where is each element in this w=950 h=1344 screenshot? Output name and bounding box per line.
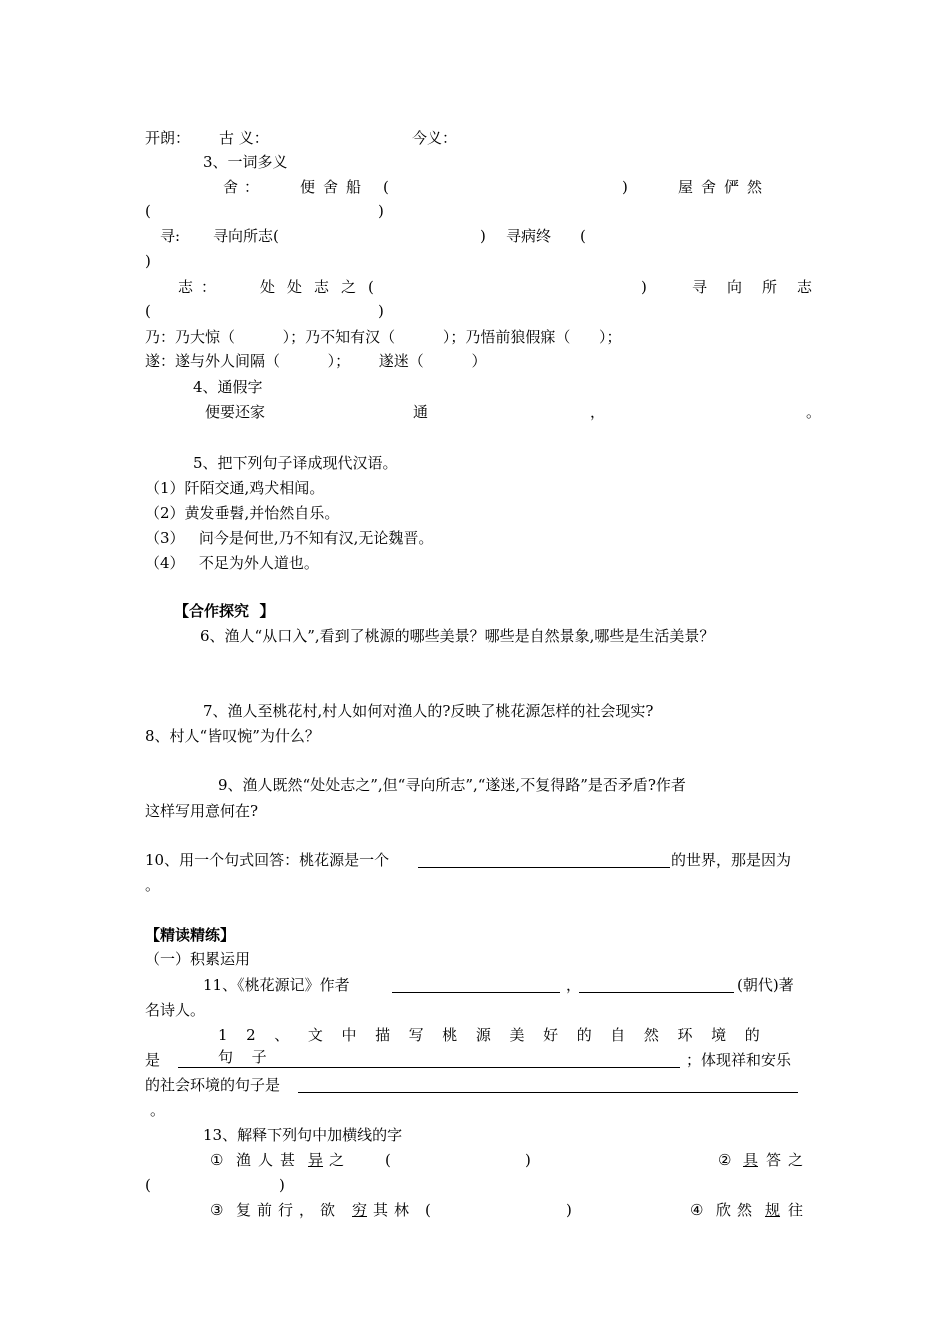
q3-zhi-label: 志： [178,278,225,296]
q9-line2 [0,800,950,824]
q3-she-b: 屋舍俨然 [678,178,771,196]
q7-text: 7、渔人至桃花村,村人如何对渔人的?反映了桃花源怎样的社会现实? [203,702,654,720]
q4-period: 。 [806,403,822,421]
q5-item-1: （1）阡陌交通,鸡犬相闻。 [145,479,325,497]
q10-end: 。 [145,876,161,894]
q10-answer-blank[interactable] [418,849,670,868]
q11-pre: 11、《桃花源记》作者 [203,976,350,994]
q10-line2 [0,874,950,898]
q11-post: (朝代)著 [737,976,794,994]
q13-i4-p2: 往 [788,1201,804,1219]
q3-xun-open2: ( [580,227,586,245]
coop-heading-line [0,600,950,624]
q3-she-close2: ) [378,202,384,220]
kailang-gu: 古 义： [219,129,269,147]
q3-zhi-close: ) [641,278,647,296]
q3-nai-line [0,326,950,350]
q13-i1-num: ① [210,1151,224,1169]
q11-line2-text: 名诗人。 [145,1001,206,1019]
q11-author-blank[interactable] [392,974,560,993]
q5-heading: 5、把下列句子译成现代汉语。 [193,454,398,472]
q13-i2-underlined: 具 [743,1151,759,1169]
q13-row2 [0,1199,950,1223]
q12-line2-text: 的社会环境的句子是 [145,1076,281,1094]
q13-i4-underlined: 规 [765,1201,781,1219]
q3-sui: 遂：遂与外人间隔（ ）； 遂迷（ ） [145,352,487,370]
q13-i2-num: ② [718,1151,732,1169]
q13-i1-underlined: 异 [308,1151,324,1169]
q3-xun-b: 寻病终 [506,227,552,245]
q13-i3-p1: 复前行，欲 [236,1201,342,1219]
q13-i3-open: ( [425,1201,431,1219]
q3-she-open: ( [383,178,389,196]
q13-i4-num: ④ [690,1201,704,1219]
q3-xun-label: 寻: [160,227,181,245]
q13-i3-p2: 其林 [373,1201,416,1219]
q13-i2-close: ) [279,1176,285,1194]
q11-dynasty-blank[interactable] [579,974,734,993]
q4-heading: 4、通假字 [193,378,263,396]
q4-heading-line [0,376,950,400]
q13-i3-underlined: 穷 [352,1201,368,1219]
q10-line [0,849,950,873]
q6-text: 6、渔人“从口入”,看到了桃源的哪些美景？哪些是自然景象,哪些是生活美景？ [200,627,715,645]
q3-she-line2 [0,200,950,224]
q9-text-1: 9、渔人既然“处处志之”,但“寻向所志”,“遂迷,不复得路”是否矛盾?作者 [218,776,686,794]
q13-i3-num: ③ [210,1201,224,1219]
q10-pre: 10、用一个句式回答：桃花源是一个 [145,851,390,869]
q3-she-open2: ( [145,202,151,220]
q3-xun-close: ) [480,227,486,245]
q8-line [0,725,950,749]
q12-line4 [0,1099,950,1123]
coop-heading: 【合作探究 】 [174,602,275,620]
q3-she-a: 便舍船 [300,178,370,196]
q13-row1 [0,1149,950,1173]
q10-post: 的世界，那是因为 [671,851,792,869]
q3-nai: 乃：乃大惊（ ）；乃不知有汉（ ）；乃悟前狼假寐（ ）； [145,328,622,346]
jingdu-heading: 【精读精练】 [145,926,236,944]
q3-xun-close2: ) [145,252,151,270]
q13-i1-close: ) [525,1151,531,1169]
jingdu-heading-line [0,924,950,948]
q8-text: 8、村人“皆叹惋”为什么？ [145,727,320,745]
q12-shi: 是 [145,1051,161,1069]
q12-semi: ；体现祥和安乐 [686,1051,792,1069]
q4-word: 便要还家 [205,403,266,421]
jingdu-sub: （一）积累运用 [145,950,251,968]
q5-item [0,502,950,526]
q13-i3-close: ) [566,1201,572,1219]
q3-zhi-close2: ) [378,302,384,320]
q7-line [0,700,950,724]
q3-zhi-a: 处处志之( [260,278,386,296]
q13-i4-p1: 欣然 [716,1201,759,1219]
q3-zhi-open2: ( [145,302,151,320]
q5-heading-line [0,452,950,476]
q3-xun-line [0,225,950,249]
q5-item-3: （3） 问今是何世,乃不知有汉,无论魏晋。 [145,529,434,547]
q5-item [0,527,950,551]
q13-row1b [0,1174,950,1198]
q3-xun-line2 [0,250,950,274]
q5-item-2: （2）黄发垂髫,并怡然自乐。 [145,504,340,522]
q3-sui-line [0,350,950,374]
q12-line2 [0,1049,950,1073]
kailang-jin: 今义： [412,129,458,147]
q9-text-2: 这样写用意何在? [145,802,259,820]
q3-zhi-line [0,276,950,300]
q13-i2-open: ( [145,1176,151,1194]
q13-i2-p2: 答之 [766,1151,811,1169]
q13-heading: 13、解释下列句中加横线的字 [203,1126,403,1144]
q3-she-close: ) [622,178,628,196]
q4-tong: 通 [413,403,429,421]
q13-heading-line [0,1124,950,1148]
q3-heading-line [0,151,950,175]
jingdu-sub-line [0,948,950,972]
q3-heading: 3、一词多义 [203,153,288,171]
q3-zhi-b: 寻向所志 [692,278,833,296]
q13-i1-p2: 之 [329,1151,345,1169]
q5-item-4: （4） 不足为外人道也。 [145,554,319,572]
q3-she-label: 舍： [223,178,266,196]
q11-comma: ， [566,976,582,994]
q5-item [0,552,950,576]
q12-text-1-inner: 12、文中描写桃源美好的自然环境的句子 [218,1026,779,1066]
q4-comma: ， [590,403,606,421]
q13-i1-p1: 渔人甚 [236,1151,303,1169]
q12-nature-blank[interactable] [178,1049,680,1068]
q3-xun-a: 寻向所志( [213,227,279,245]
q4-line [0,401,950,425]
q12-end: 。 [150,1101,166,1119]
q6-line [0,625,950,649]
q13-i1-open: ( [385,1151,391,1169]
q5-item [0,477,950,501]
q3-zhi-line2 [0,300,950,324]
kailang-word: 开朗： [145,129,191,147]
q11-line [0,974,950,998]
q12-line3 [0,1074,950,1098]
q3-she-line [0,176,950,200]
kailang-line [0,127,950,151]
q12-society-blank[interactable] [298,1074,798,1093]
q11-line2 [0,999,950,1023]
q9-line1 [0,774,950,798]
